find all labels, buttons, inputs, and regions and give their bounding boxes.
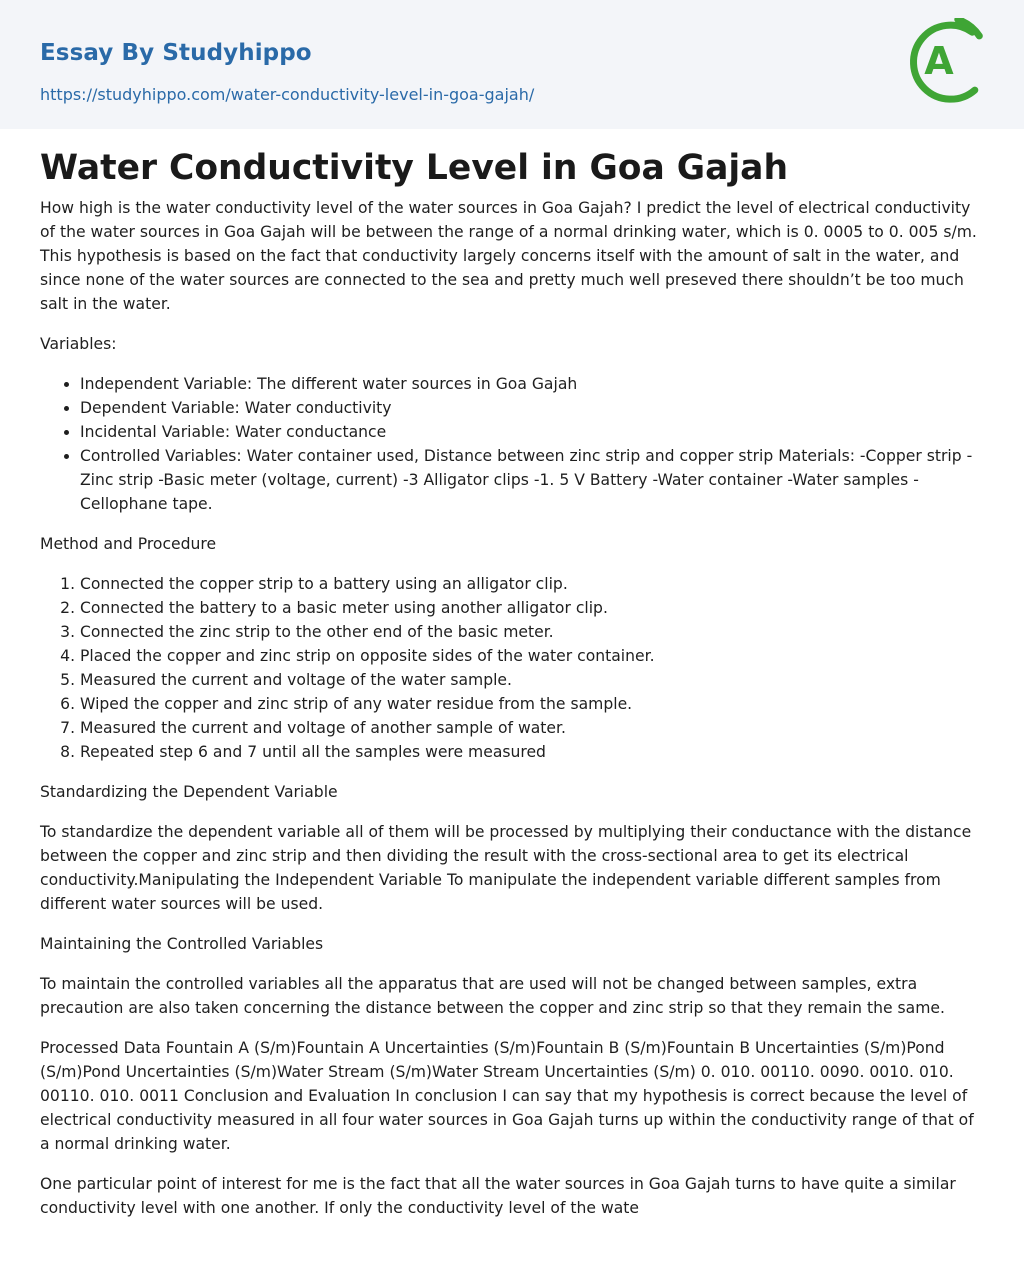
list-item: 6. Wiped the copper and zinc strip of any water residue from the sample. [80, 692, 988, 716]
maintaining-heading: Maintaining the Controlled Variables [40, 935, 324, 953]
processed-data-paragraph: Processed Data Fountain A (S/m)Fountain A Uncertainties (S/m)Fountain B (S/m)Fountain B Uncertainties (S/m)Pond (S/m)Pond Uncertainties (S/m)Water Stream (S/m)Water Stream Uncertainties (S/m) 0. 010. 00110. 0090. 0010. 010. 00110. 010. 0011 Conclusion and Evaluation In conclusion I can say that my hypothesis is correct because the level of electrical conductivity measured in all four water sources in Goa Gajah turns up within the conductivity range of that of a normal drinking water. [40, 1039, 974, 1153]
list-item: 5. Measured the current and voltage of the water sample. [80, 668, 988, 692]
method-heading: Method and Procedure [40, 535, 217, 553]
variables-heading: Variables: [40, 335, 117, 353]
list-item: 1. Connected the copper strip to a battery using an alligator clip. [80, 572, 988, 596]
list-item: • Dependent Variable: Water conductivity [80, 396, 988, 420]
list-item: 2. Connected the battery to a basic meter using another alligator clip. [80, 596, 988, 620]
list-item: 3. Connected the zinc strip to the other end of the basic meter. [80, 620, 988, 644]
standardizing-heading: Standardizing the Dependent Variable [40, 783, 338, 801]
site-header [0, 0, 1024, 129]
variables-list [40, 372, 988, 516]
list-item: • Incidental Variable: Water conductance [80, 420, 988, 444]
studyhippo-logo-icon[interactable] [908, 18, 988, 106]
page-title: Water Conductivity Level in Goa Gajah [40, 148, 789, 188]
list-item: 8. Repeated step 6 and 7 until all the samples were measured [80, 740, 988, 764]
maintaining-paragraph: To maintain the controlled variables all the apparatus that are used will not be changed between samples, extra precaution are also taken concerning the distance between the copper and zinc strip so that they remain the same. [40, 975, 945, 1017]
interest-paragraph: One particular point of interest for me is the fact that all the water sources in Goa Gajah turns to have quite a similar conductivity level with one another. If only the conductivity level of the wate [40, 1175, 956, 1217]
standardizing-paragraph: To standardize the dependent variable all of them will be processed by multiplying their conductance with the distance between the copper and zinc strip and then dividing the result with the cross-sectional area to get its electrical conductivity.Manipulating the Independent Variable To manipulate the independent variable different samples from different water sources will be used. [40, 823, 972, 913]
list-item: • Independent Variable: The different water sources in Goa Gajah [80, 372, 988, 396]
brand-title[interactable]: Essay By Studyhippo [40, 40, 312, 66]
list-item: • Controlled Variables: Water container used, Distance between zinc strip and copper strip Materials: -Copper strip -Zinc strip -Basic meter (voltage, current) -3 Alligator clips -1. 5 V Battery -Water container -Water samples -Cellophane tape. [80, 444, 988, 516]
list-item: 4. Placed the copper and zinc strip on opposite sides of the water container. [80, 644, 988, 668]
source-url-link[interactable]: https://studyhippo.com/water-conductivity-level-in-goa-gajah/ [40, 85, 535, 104]
procedure-list [40, 572, 988, 764]
intro-paragraph: How high is the water conductivity level of the water sources in Goa Gajah? I predict the level of electrical conductivity of the water sources in Goa Gajah will be between the range of a normal drinking water, which is 0. 0005 to 0. 005 s/m. This hypothesis is based on the fact that conductivity largely concerns itself with the amount of salt in the water, and since none of the water sources are connected to the sea and pretty much well preseved there shouldn’t be too much salt in the water. [40, 199, 977, 313]
essay-body [40, 146, 988, 1236]
logo-letter: A [924, 39, 954, 83]
list-item: 7. Measured the current and voltage of another sample of water. [80, 716, 988, 740]
